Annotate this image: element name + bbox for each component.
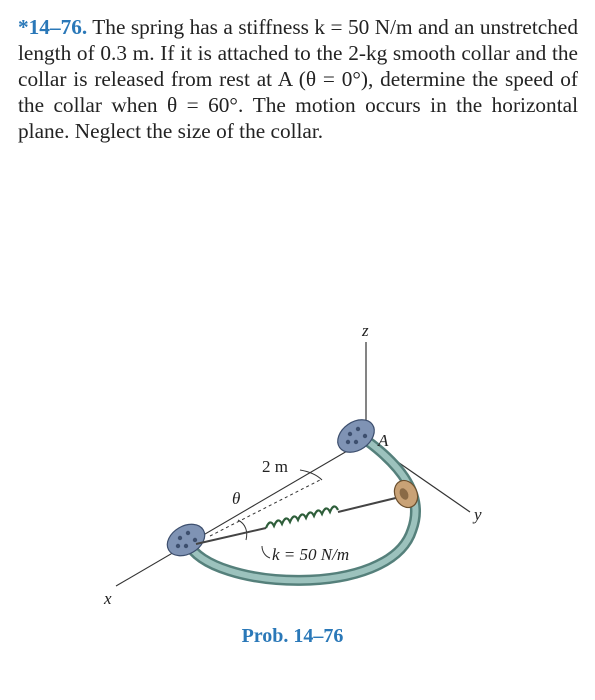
x-axis-line	[116, 440, 366, 586]
spring-label: k = 50 N/m	[272, 545, 350, 564]
spring-rod-left	[196, 528, 266, 544]
spring-coil	[266, 506, 338, 528]
problem-statement	[18, 14, 578, 144]
problem-number: *14–76.	[18, 15, 88, 39]
radius-label: 2 m	[262, 457, 288, 476]
x-axis-label: x	[104, 589, 112, 608]
z-axis-label: z	[362, 321, 369, 340]
angle-label: θ	[232, 489, 241, 508]
problem-figure	[0, 300, 595, 660]
problem-text: The spring has a stiffness k = 50 N/m and an unstretched length of 0.3 m. If it is attached to the 2-kg smooth collar and the collar is released from rest at A (θ = 0°), determine the speed of the collar when θ = 60°. The motion occurs in the horizontal plane. Neglect the size of the collar.	[18, 15, 578, 143]
figure-caption: Prob. 14–76	[241, 625, 344, 647]
spring-label-leader	[262, 546, 270, 558]
point-a-label: A	[378, 431, 389, 450]
angle-arc	[238, 520, 247, 540]
y-axis-label: y	[474, 505, 482, 524]
spring-rod-right	[338, 496, 404, 512]
